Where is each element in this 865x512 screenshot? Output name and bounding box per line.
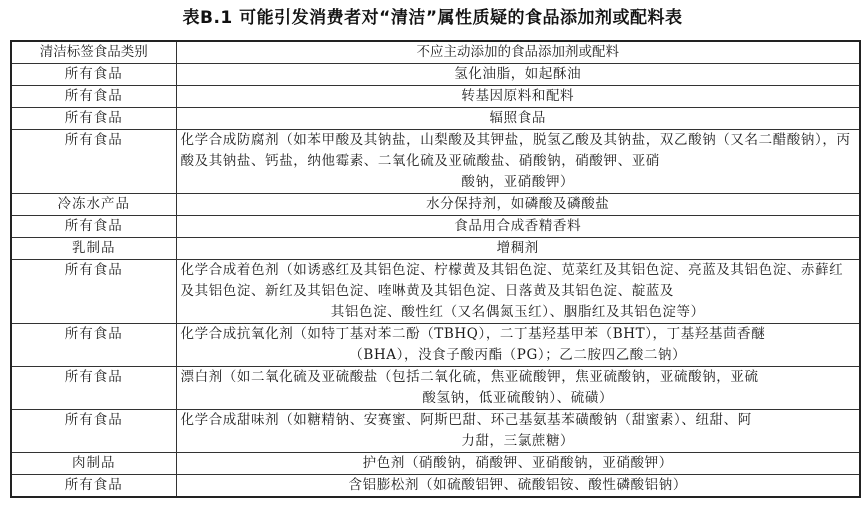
additive-text-continued: 力甜，三氯蔗糖） <box>461 433 575 449</box>
food-category-cell: 所有食品 <box>11 64 176 86</box>
additive-text-continued: 酸氢钠，低亚硫酸钠）、硫磺） <box>422 390 614 406</box>
table-row <box>11 453 860 475</box>
additive-text: 增稠剂 <box>496 240 539 256</box>
additive-cell <box>176 216 860 238</box>
additive-cell <box>176 453 860 475</box>
table-row <box>11 410 860 453</box>
additive-text: 化学合成着色剂（如诱惑红及其铝色淀、柠檬黄及其铝色淀、苋菜红及其铝色淀、亮蓝及其铝色淀、赤藓红及其铝色淀、新红及其铝色淀、喹啉黄及其铝色淀、日落黄及其铝色淀、靛蓝及 <box>180 262 844 299</box>
table-row <box>11 216 860 238</box>
additive-text: 漂白剂（如二氧化硫及亚硫酸盐（包括二氧化硫，焦亚硫酸钾，焦亚硫酸钠，亚硫酸钠，亚硫 <box>180 369 759 385</box>
food-category-cell: 所有食品 <box>11 108 176 130</box>
food-category-cell: 所有食品 <box>11 216 176 238</box>
food-category-cell: 所有食品 <box>11 475 176 498</box>
food-category-cell: 所有食品 <box>11 130 176 194</box>
food-category-cell: 乳制品 <box>11 238 176 260</box>
additive-text-continued: 酸钠，亚硝酸钾） <box>461 174 575 190</box>
table-row <box>11 108 860 130</box>
table-row <box>11 194 860 216</box>
header-additives: 不应主动添加的食品添加剂或配料 <box>176 41 860 64</box>
additive-text: 辐照食品 <box>489 110 546 126</box>
additive-text: 含铝膨松剂（如硫酸铝钾、硫酸铝铵、酸性磷酸铝钠） <box>348 477 687 493</box>
table-row <box>11 86 860 108</box>
food-category-cell: 所有食品 <box>11 367 176 410</box>
food-category-cell: 所有食品 <box>11 410 176 453</box>
additive-cell <box>176 130 860 194</box>
additive-cell <box>176 108 860 130</box>
additive-cell <box>176 410 860 453</box>
food-category-cell: 肉制品 <box>11 453 176 475</box>
additive-cell <box>176 64 860 86</box>
additives-table <box>10 40 861 498</box>
table-row <box>11 324 860 367</box>
additive-text-continued: 其铝色淀、酸性红（又名偶氮玉红）、胭脂红及其铝色淀等） <box>330 304 705 320</box>
additive-text: 化学合成甜味剂（如糖精钠、安赛蜜、阿斯巴甜、环己基氨基苯磺酸钠（甜蜜素）、纽甜、阿 <box>180 412 752 428</box>
table-title: 表B.1 可能引发消费者对“清洁”属性质疑的食品添加剂或配料表 <box>182 8 683 28</box>
additive-text: 转基因原料和配料 <box>461 88 575 104</box>
additive-cell <box>176 324 860 367</box>
additive-text: 化学合成防腐剂（如苯甲酸及其钠盐，山梨酸及其钾盐，脱氢乙酸及其钠盐，双乙酸钠（又名二醋酸钠），丙酸及其钠盐、钙盐，纳他霉素、二氧化硫及亚硫酸盐、硝酸钠，硝酸钾、亚硝 <box>180 132 851 169</box>
additive-cell <box>176 194 860 216</box>
food-category-cell: 所有食品 <box>11 260 176 324</box>
additive-text-continued: （BHA），没食子酸丙酯（PG）；乙二胺四乙酸二钠） <box>349 347 687 363</box>
food-category-cell: 所有食品 <box>11 324 176 367</box>
additive-text: 食品用合成香精香料 <box>454 218 582 234</box>
additive-cell <box>176 238 860 260</box>
table-row <box>11 367 860 410</box>
food-category-cell: 所有食品 <box>11 86 176 108</box>
additive-cell <box>176 260 860 324</box>
table-row <box>11 260 860 324</box>
additive-cell <box>176 86 860 108</box>
table-row <box>11 64 860 86</box>
additive-cell <box>176 367 860 410</box>
table-row <box>11 475 860 498</box>
table-row <box>11 238 860 260</box>
table-header-row <box>11 41 860 64</box>
table-row <box>11 130 860 194</box>
additive-text: 护色剂（硝酸钠，硝酸钾、亚硝酸钠，亚硝酸钾） <box>362 455 673 471</box>
additive-cell <box>176 475 860 498</box>
food-category-cell: 冷冻水产品 <box>11 194 176 216</box>
additive-text: 水分保持剂，如磷酸及磷酸盐 <box>426 196 610 212</box>
header-category: 清洁标签食品类别 <box>11 41 176 64</box>
additive-text: 化学合成抗氧化剂（如特丁基对苯二酚（TBHQ），二丁基羟基甲苯（BHT），丁基羟基茴香醚 <box>180 326 766 342</box>
additive-text: 氢化油脂，如起酥油 <box>454 66 582 82</box>
